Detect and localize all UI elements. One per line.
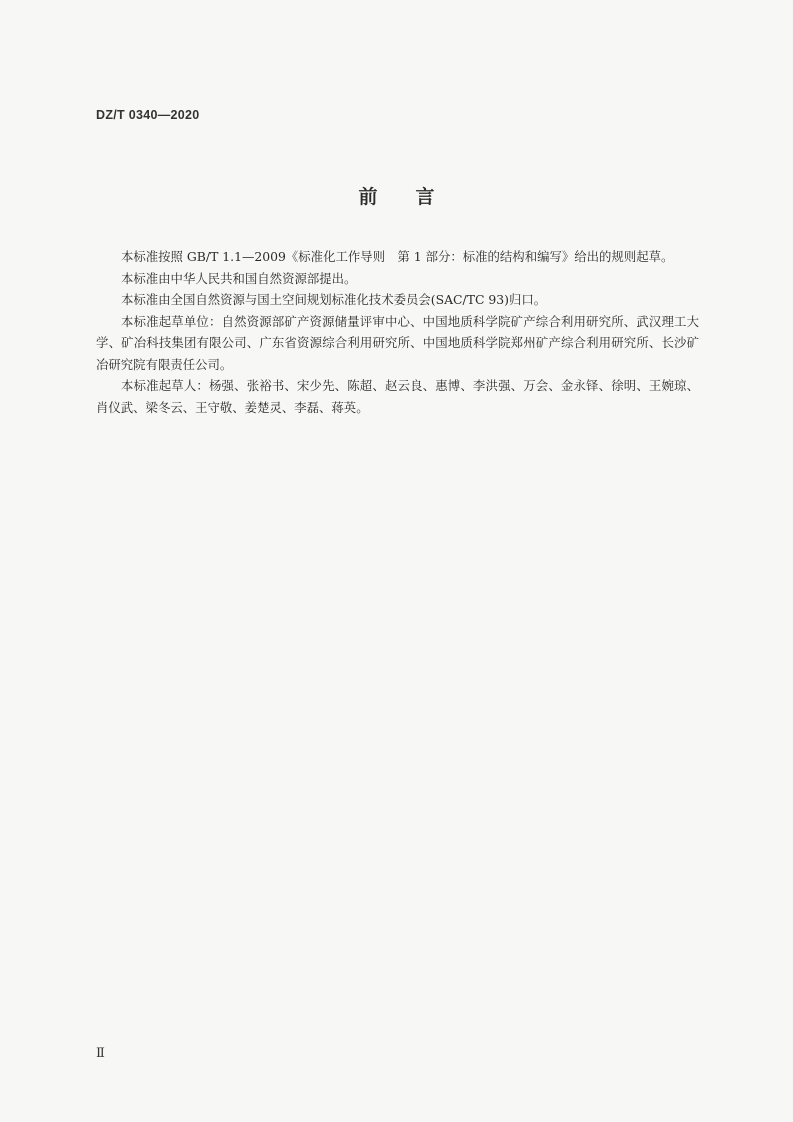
foreword-body (96, 246, 699, 418)
section-title: 前言 (358, 186, 473, 208)
paragraph-drafting-rules: 本标准按照 GB/T 1.1—2009《标准化工作导则 第 1 部分：标准的结构和编写》给出的规则起草。 (121, 249, 674, 264)
document-code: DZ/T 0340—2020 (96, 108, 200, 122)
page-number: Ⅱ (96, 1046, 105, 1061)
paragraph-drafting-units: 本标准起草单位：自然资源部矿产资源储量评审中心、中国地质科学院矿产综合利用研究所、武汉理工大学、矿冶科技集团有限公司、广东省资源综合利用研究所、中国地质科学院郑州矿产综合利用研究所、长沙矿冶研究院有限责任公司。 (96, 313, 699, 372)
paragraph-drafters: 本标准起草人：杨强、张裕书、宋少先、陈超、赵云良、惠博、李洪强、万会、金永铎、徐明、王婉琼、肖仪武、梁冬云、王守敬、姜楚灵、李磊、蒋英。 (96, 378, 699, 415)
paragraph-proposer: 本标准由中华人民共和国自然资源部提出。 (121, 270, 357, 286)
paragraph-committee: 本标准由全国自然资源与国土空间规划标准化技术委员会(SAC/TC 93)归口。 (121, 292, 547, 307)
